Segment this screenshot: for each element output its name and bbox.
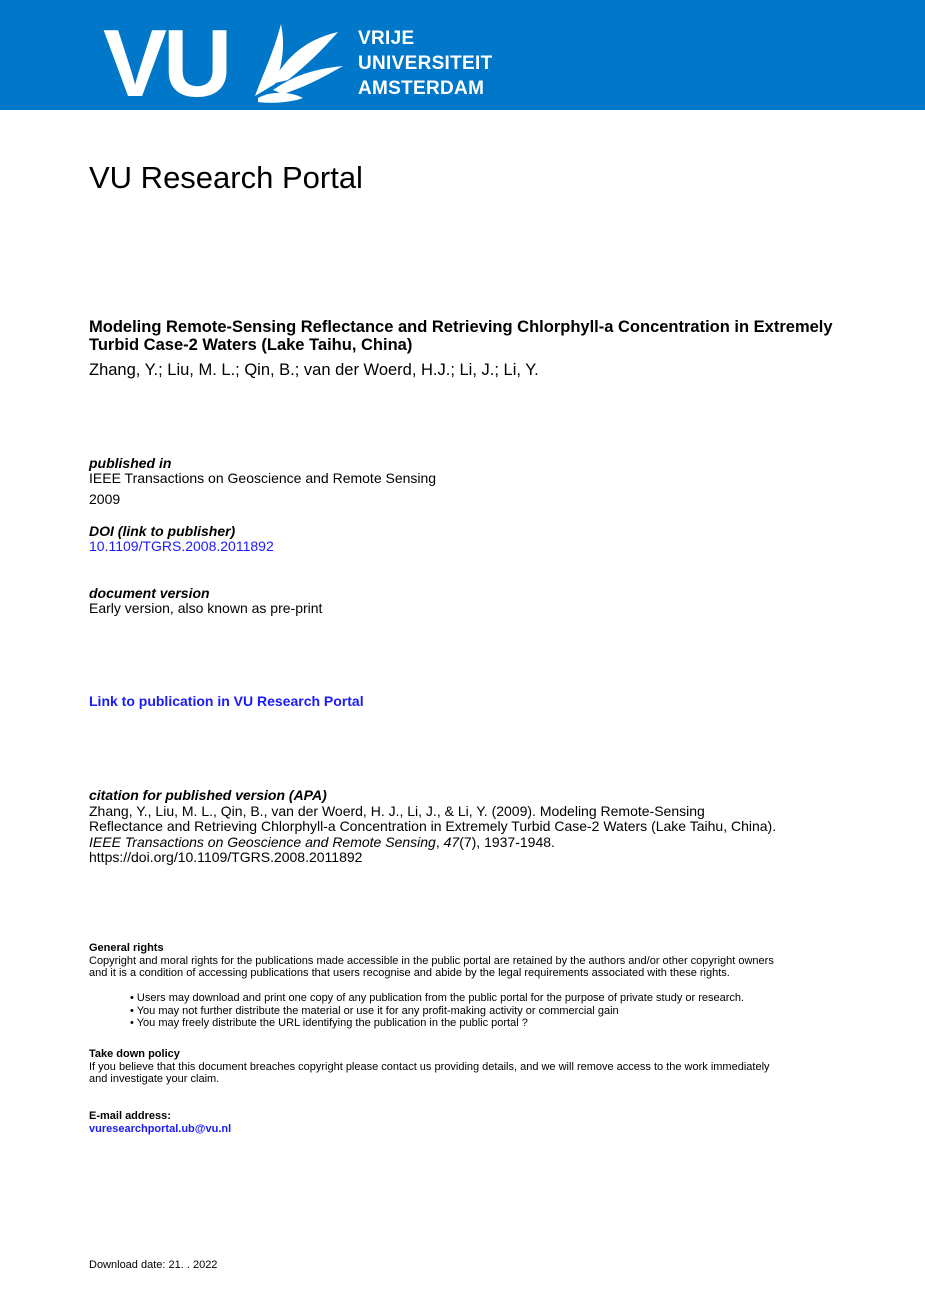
take-down-heading: Take down policy (89, 1048, 180, 1060)
doi-link[interactable]: 10.1109/TGRS.2008.2011892 (89, 538, 274, 554)
portal-title: VU Research Portal (89, 160, 363, 195)
take-down-text: and investigate your claim. (89, 1073, 220, 1085)
rights-bullet: • You may not further distribute the material or use it for any profit-making activity or commercial gain (130, 1005, 619, 1017)
journal-name: IEEE Transactions on Geoscience and Remote Sensing (89, 470, 437, 486)
doi-label: DOI (link to publisher) (89, 523, 236, 539)
header-banner (0, 0, 925, 110)
vu-logo (103, 14, 353, 104)
publication-title: Modeling Remote-Sensing Reflectance and Retrieving Chlorphyll-a Concentration in Extremely Turbid Case-2 Waters (Lake Taihu, China) (89, 318, 833, 354)
download-date: Download date: 21. . 2022 (89, 1259, 218, 1271)
griffin-icon (255, 24, 343, 103)
citation-separator: , (435, 834, 444, 850)
general-rights-text: Copyright and moral rights for the publications made accessible in the public portal are retained by the authors and/or other copyright owners (89, 955, 774, 967)
logo-line: UNIVERSITEIT (358, 53, 493, 74)
portal-publication-link[interactable]: Link to publication in VU Research Portal (89, 693, 364, 709)
general-rights-text: and it is a condition of accessing publications that users recognise and abide by the legal requirements associated with these rights. (89, 967, 730, 979)
citation-line: Zhang, Y., Liu, M. L., Qin, B., van der Woerd, H. J., Li, J., & Li, Y. (2009). Modeling Remote-Sensing (89, 803, 705, 819)
publication-year: 2009 (89, 491, 121, 507)
citation-label: citation for published version (APA) (89, 787, 327, 803)
vu-logo-letters: VU (103, 14, 229, 104)
rights-bullet: • You may freely distribute the URL identifying the publication in the public portal ? (130, 1017, 528, 1029)
rights-bullet: • Users may download and print one copy of any publication from the public portal for the purpose of private study or research. (130, 992, 745, 1004)
citation-volume: 47 (443, 834, 460, 850)
take-down-text: If you believe that this document breaches copyright please contact us providing details, and we will remove access to the work immediately (89, 1061, 770, 1073)
citation-url[interactable]: https://doi.org/10.1109/TGRS.2008.2011892 (89, 849, 363, 865)
email-heading: E-mail address: (89, 1110, 171, 1122)
university-name (358, 26, 493, 101)
publication-authors: Zhang, Y.; Liu, M. L.; Qin, B.; van der Woerd, H.J.; Li, J.; Li, Y. (89, 361, 539, 379)
citation-journal: IEEE Transactions on Geoscience and Remote Sensing (89, 834, 436, 850)
published-in-label: published in (89, 455, 172, 471)
document-version-label: document version (89, 585, 210, 601)
logo-line: VRIJE (358, 28, 415, 49)
email-link[interactable]: vuresearchportal.ub@vu.nl (89, 1123, 232, 1135)
citation-line: Reflectance and Retrieving Chlorphyll-a Concentration in Extremely Turbid Case-2 Waters (Lake Taihu, China). (89, 818, 777, 834)
general-rights-heading: General rights (89, 942, 164, 954)
citation-source (89, 834, 555, 850)
citation-issue-pages: (7), 1937-1948. (459, 834, 555, 850)
document-version-value: Early version, also known as pre-print (89, 600, 323, 616)
logo-line: AMSTERDAM (358, 78, 485, 99)
